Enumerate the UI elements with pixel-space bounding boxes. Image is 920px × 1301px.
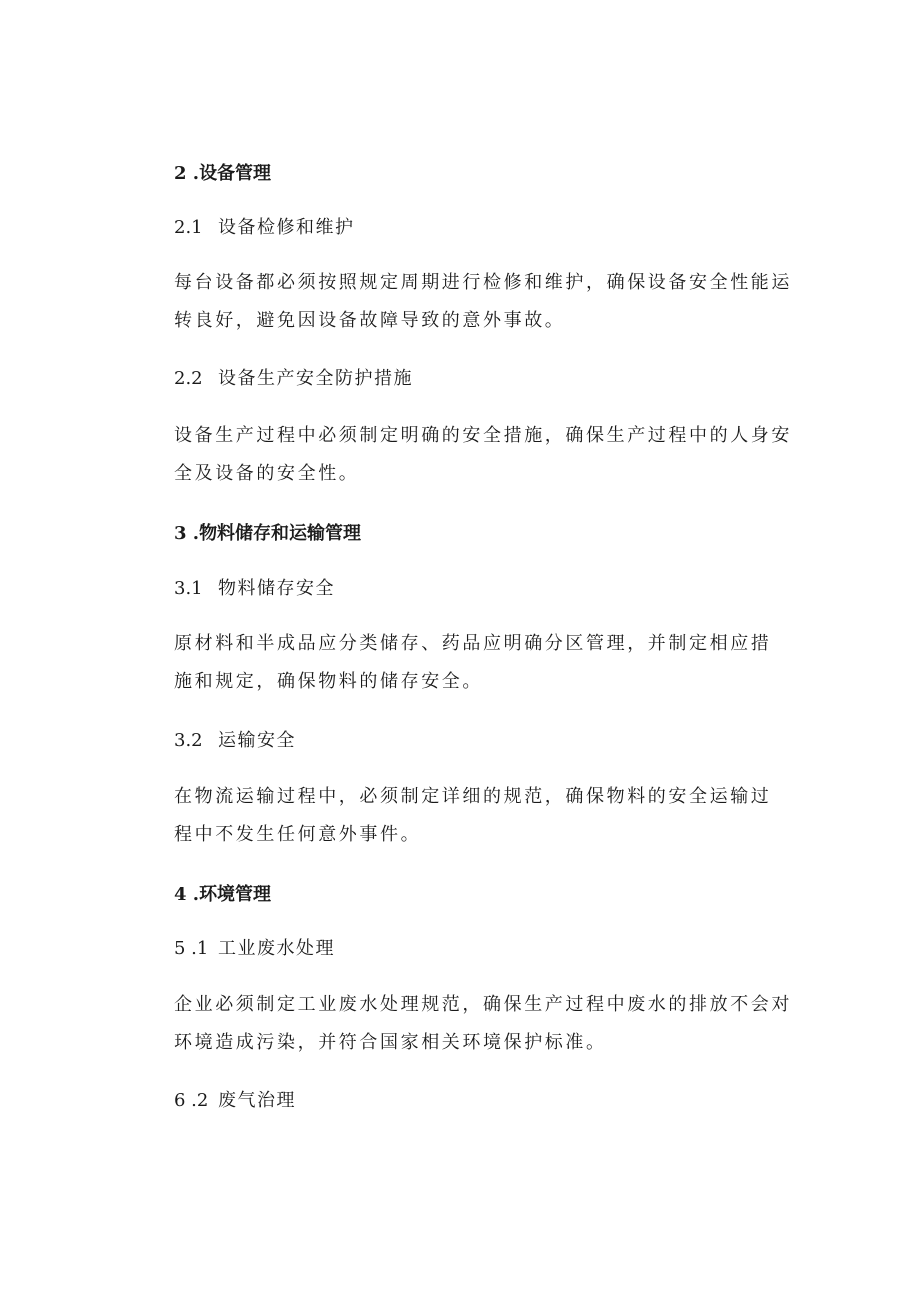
section-title: 环境管理 [199, 884, 272, 905]
paragraph-5-1 [174, 993, 792, 1055]
subsection-number: 3.2 [174, 730, 203, 751]
section-number: 4 . [174, 884, 200, 905]
subsection-heading-6-2 [174, 1089, 296, 1113]
subsection-number: 2.2 [174, 368, 203, 389]
section-number: 2 . [174, 163, 200, 184]
subsection-heading-3-2 [174, 729, 296, 753]
section-heading-3 [174, 522, 361, 546]
subsection-title: 设备检修和维护 [218, 217, 355, 238]
paragraph-line: 转良好，避免因设备故障导致的意外事故。 [174, 310, 566, 331]
subsection-title: 运输安全 [218, 730, 296, 751]
section-title: 物料储存和运输管理 [199, 523, 362, 544]
paragraph-line: 设备生产过程中必须制定明确的安全措施，确保生产过程中的人身安 [174, 425, 792, 446]
paragraph-line: 每台设备都必须按照规定周期进行检修和维护，确保设备安全性能运 [174, 272, 792, 293]
subsection-heading-2-2 [174, 367, 413, 391]
paragraph-line: 程中不发生任何意外事件。 [174, 824, 422, 845]
subsection-heading-3-1 [174, 577, 335, 601]
paragraph-3-2 [174, 785, 778, 847]
subsection-number: 3.1 [174, 578, 203, 599]
paragraph-line: 企业必须制定工业废水处理规范，确保生产过程中废水的排放不会对 [174, 994, 792, 1015]
section-heading-2 [174, 162, 271, 186]
subsection-number: 5 .1 [174, 938, 209, 959]
paragraph-line: 原材料和半成品应分类储存、药品应明确分区管理，并制定相应措 [174, 633, 772, 654]
section-heading-4 [174, 883, 271, 907]
subsection-title: 工业废水处理 [218, 938, 335, 959]
section-number: 3 . [174, 523, 200, 544]
subsection-heading-5-1 [174, 937, 335, 961]
paragraph-line: 在物流运输过程中，必须制定详细的规范，确保物料的安全运输过 [174, 786, 772, 807]
subsection-title: 物料储存安全 [218, 578, 335, 599]
subsection-title: 废气治理 [218, 1090, 296, 1111]
subsection-title: 设备生产安全防护措施 [218, 368, 413, 389]
paragraph-line: 环境造成污染，并符合国家相关环境保护标准。 [174, 1032, 607, 1053]
paragraph-2-1 [174, 271, 792, 333]
subsection-number: 2.1 [174, 217, 203, 238]
section-title: 设备管理 [199, 163, 272, 184]
paragraph-line: 施和规定，确保物料的储存安全。 [174, 671, 483, 692]
paragraph-line: 全及设备的安全性。 [174, 463, 360, 484]
paragraph-2-2 [174, 424, 792, 486]
subsection-number: 6 .2 [174, 1090, 209, 1111]
paragraph-3-1 [174, 632, 778, 694]
subsection-heading-2-1 [174, 216, 355, 240]
